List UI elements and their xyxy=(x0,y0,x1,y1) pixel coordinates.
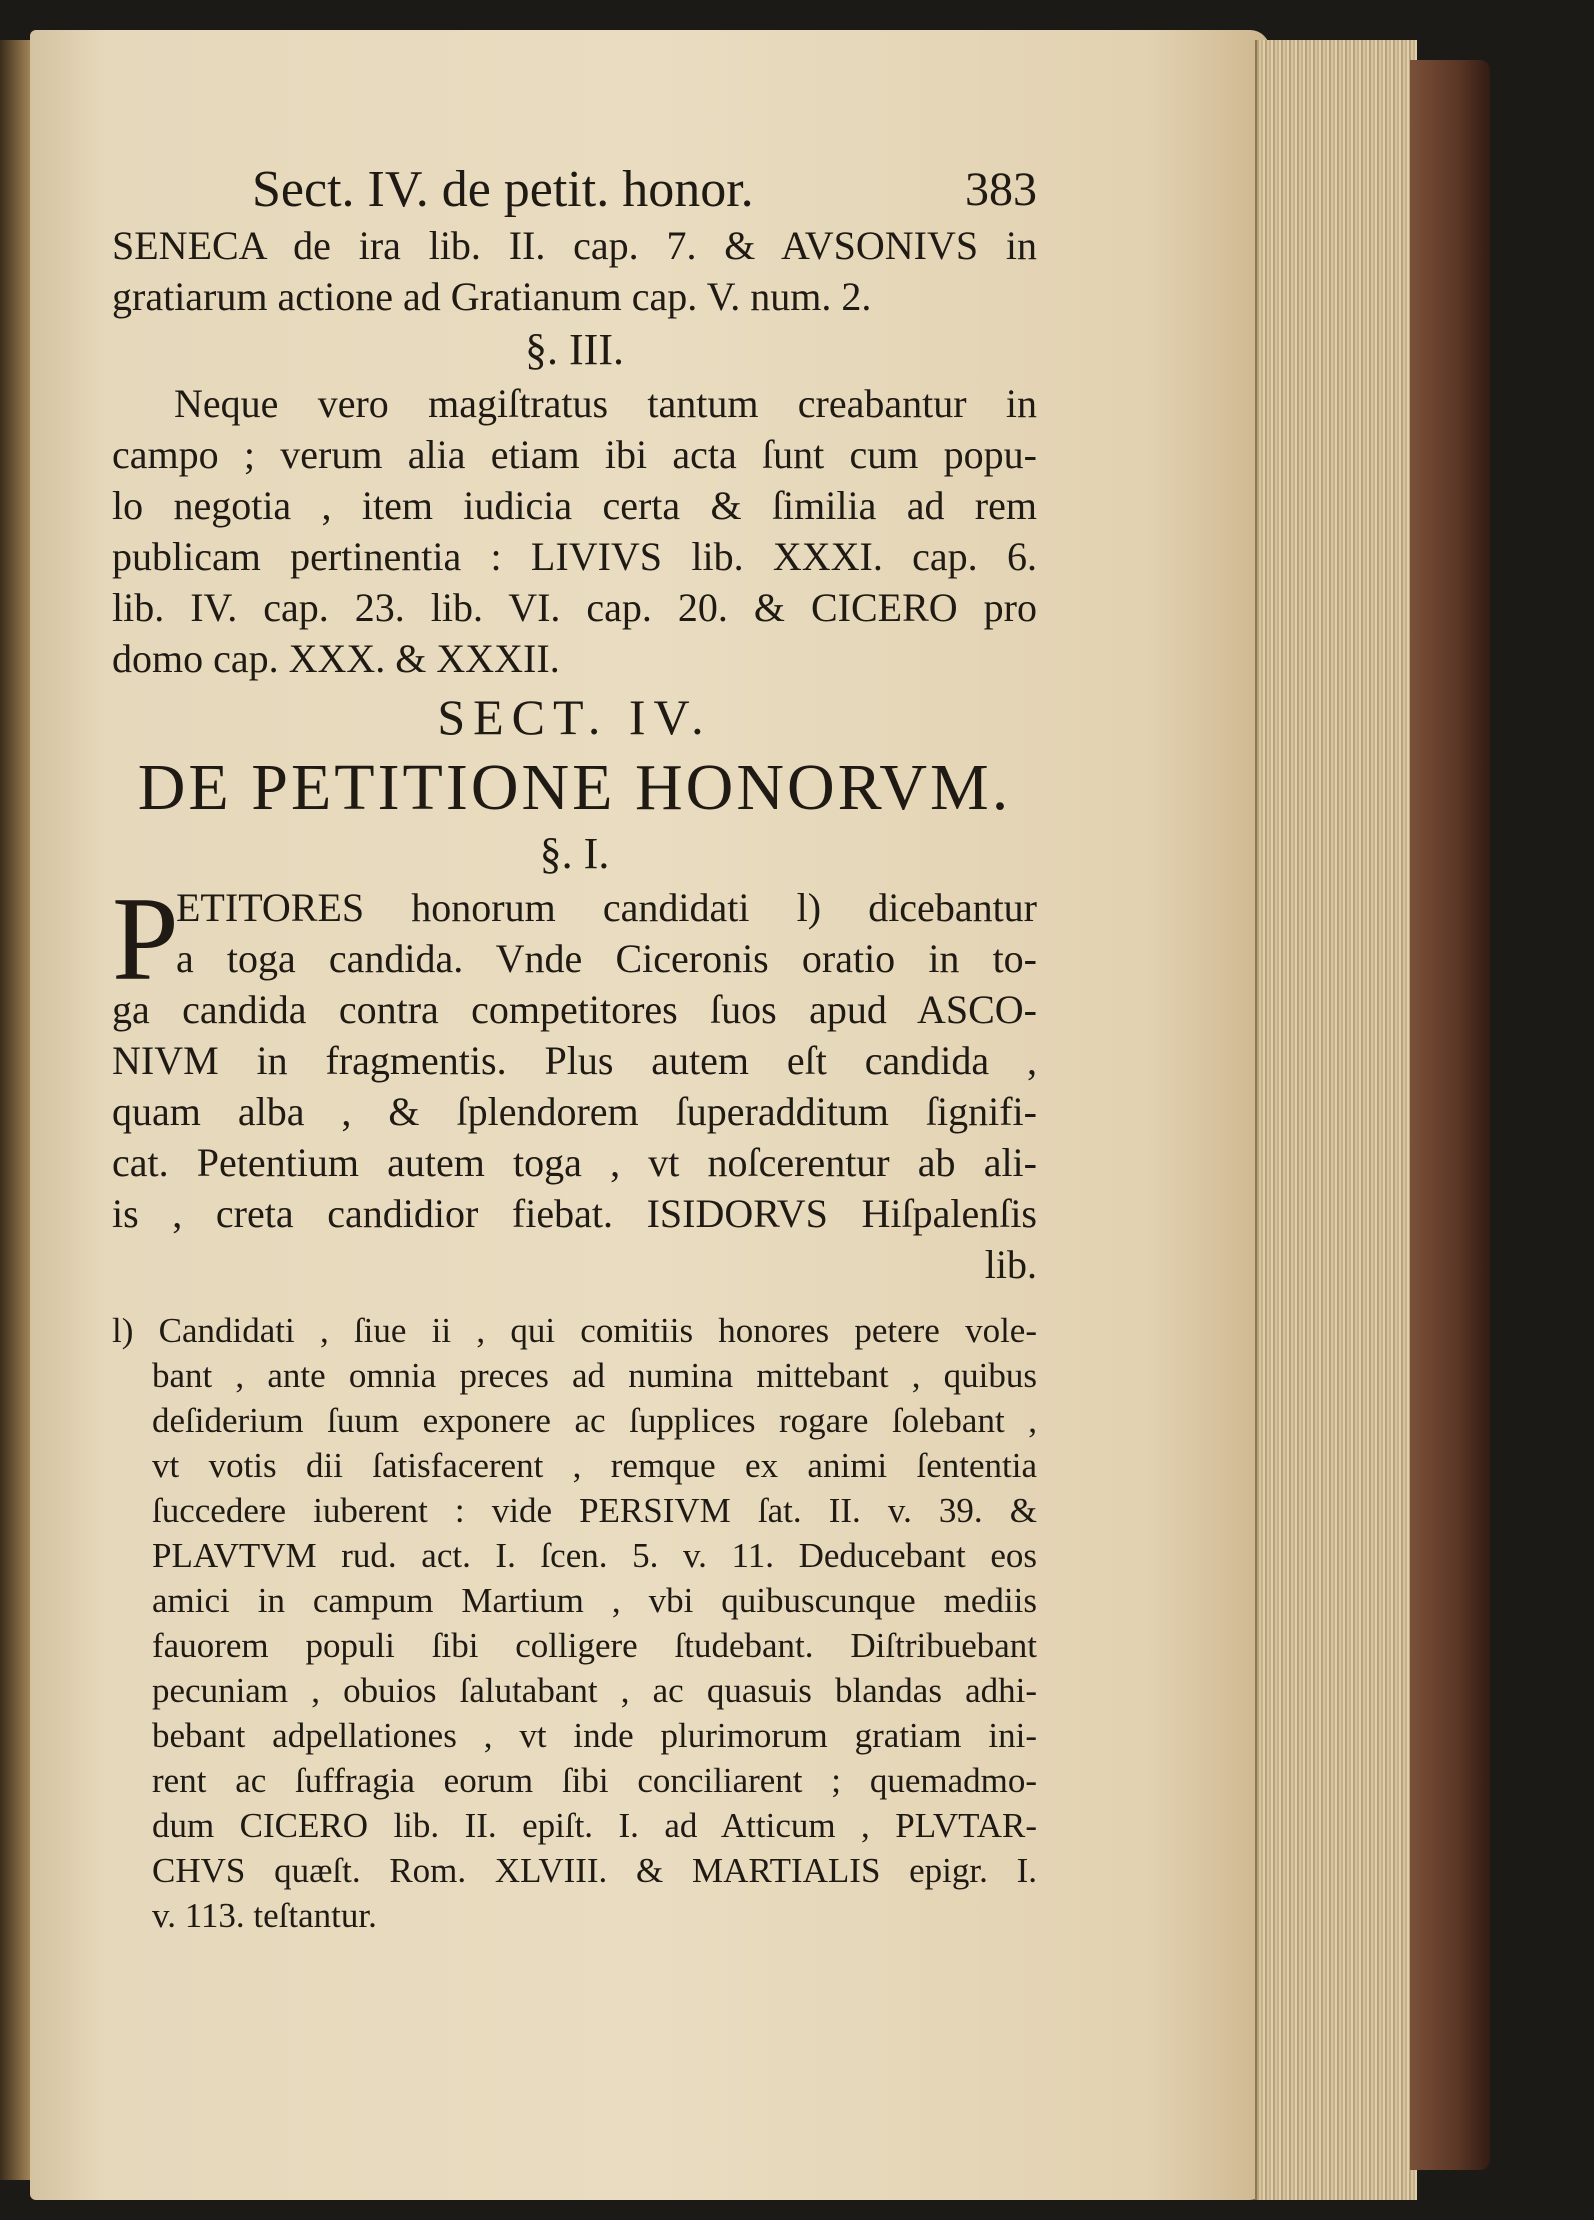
text-line: domo cap. XXX. & XXXII. xyxy=(112,636,560,681)
running-head-title: Sect. IV. de petit. honor. xyxy=(252,161,754,218)
footnote-line: bant , ante omnia preces ad numina mittebant , quibus xyxy=(152,1356,1037,1395)
page-stack-edge xyxy=(1255,40,1417,2200)
text-line: a toga candida. Vnde Ciceronis oratio in to- xyxy=(176,936,1037,981)
page-number: 383 xyxy=(965,163,1037,216)
footnote-line: PLAVTVM rud. act. I. ſcen. 5. v. 11. Deducebant eos xyxy=(152,1536,1037,1575)
text-line: gratiarum actione ad Gratianum cap. V. num. 2. xyxy=(112,274,872,319)
paragraph-mark-3: §. III. xyxy=(525,325,624,374)
footnote-line: amici in campum Martium , vbi quibuscunque mediis xyxy=(152,1581,1037,1620)
book-cover-edge xyxy=(1410,60,1490,2170)
text-line: lo negotia , item iudicia certa & ſimilia ad rem xyxy=(112,483,1037,528)
chapter-title: DE PETITIONE HONORVM. xyxy=(137,751,1012,824)
text-line: NIVM in fragmentis. Plus autem eſt candida , xyxy=(112,1038,1037,1083)
footnote-line: bebant adpellationes , vt inde plurimorum gratiam ini- xyxy=(152,1716,1037,1755)
footnote-line: pecuniam , obuios ſalutabant , ac quasuis blandas adhi- xyxy=(152,1671,1037,1710)
footnote-line: vt votis dii ſatisfacerent , remque ex animi ſententia xyxy=(152,1446,1037,1485)
text-line: publicam pertinentia : LIVIVS lib. XXXI. cap. 6. xyxy=(112,534,1037,579)
footnote-line: ſuccedere iuberent : vide PERSIVM ſat. II. v. 39. & xyxy=(152,1491,1037,1530)
paragraph-mark-1: §. I. xyxy=(539,829,610,878)
text-line: lib. IV. cap. 23. lib. VI. cap. 20. & CICERO pro xyxy=(112,585,1037,630)
running-head xyxy=(112,160,1037,220)
footnote-line: dum CICERO lib. II. epiſt. I. ad Atticum , PLVTAR- xyxy=(152,1806,1037,1845)
text-line: ga candida contra competitores ſuos apud ASCO- xyxy=(112,987,1037,1032)
section-heading: SECT. IV. xyxy=(437,689,712,745)
text-line: ETITORES honorum candidati l) dicebantur xyxy=(176,885,1037,930)
text-line: campo ; verum alia etiam ibi acta ſunt cum popu- xyxy=(112,432,1037,477)
footnote-line: fauorem populi ſibi colligere ſtudebant. Diſtribuebant xyxy=(152,1626,1037,1665)
footnote-line: rent ac ſuffragia eorum ſibi conciliarent ; quemadmo- xyxy=(152,1761,1037,1800)
drop-cap: P xyxy=(112,872,179,1005)
footnote-line: l) Candidati , ſiue ii , qui comitiis honores petere vole- xyxy=(112,1311,1037,1350)
text-line: cat. Petentium autem toga , vt noſcerentur ab ali- xyxy=(112,1140,1037,1185)
footnote xyxy=(112,1308,1037,1938)
page-text xyxy=(112,160,1037,1938)
footnote-line: CHVS quæſt. Rom. XLVIII. & MARTIALIS epigr. I. xyxy=(152,1851,1037,1890)
catchword: lib. xyxy=(984,1242,1037,1287)
section1-body xyxy=(112,872,1037,1290)
footnote-line: deſiderium ſuum exponere ac ſupplices rogare ſolebant , xyxy=(152,1401,1037,1440)
footnote-line: v. 113. teſtantur. xyxy=(152,1896,377,1935)
text-line: Neque vero magiſtratus tantum creabantur in xyxy=(174,381,1037,426)
text-line: SENECA de ira lib. II. cap. 7. & AVSONIVS in xyxy=(112,223,1037,268)
text-line: quam alba , & ſplendorem ſuperadditum ſignifi- xyxy=(112,1089,1037,1134)
text-line: is , creta candidior fiebat. ISIDORVS Hiſpalenſis xyxy=(112,1191,1037,1236)
